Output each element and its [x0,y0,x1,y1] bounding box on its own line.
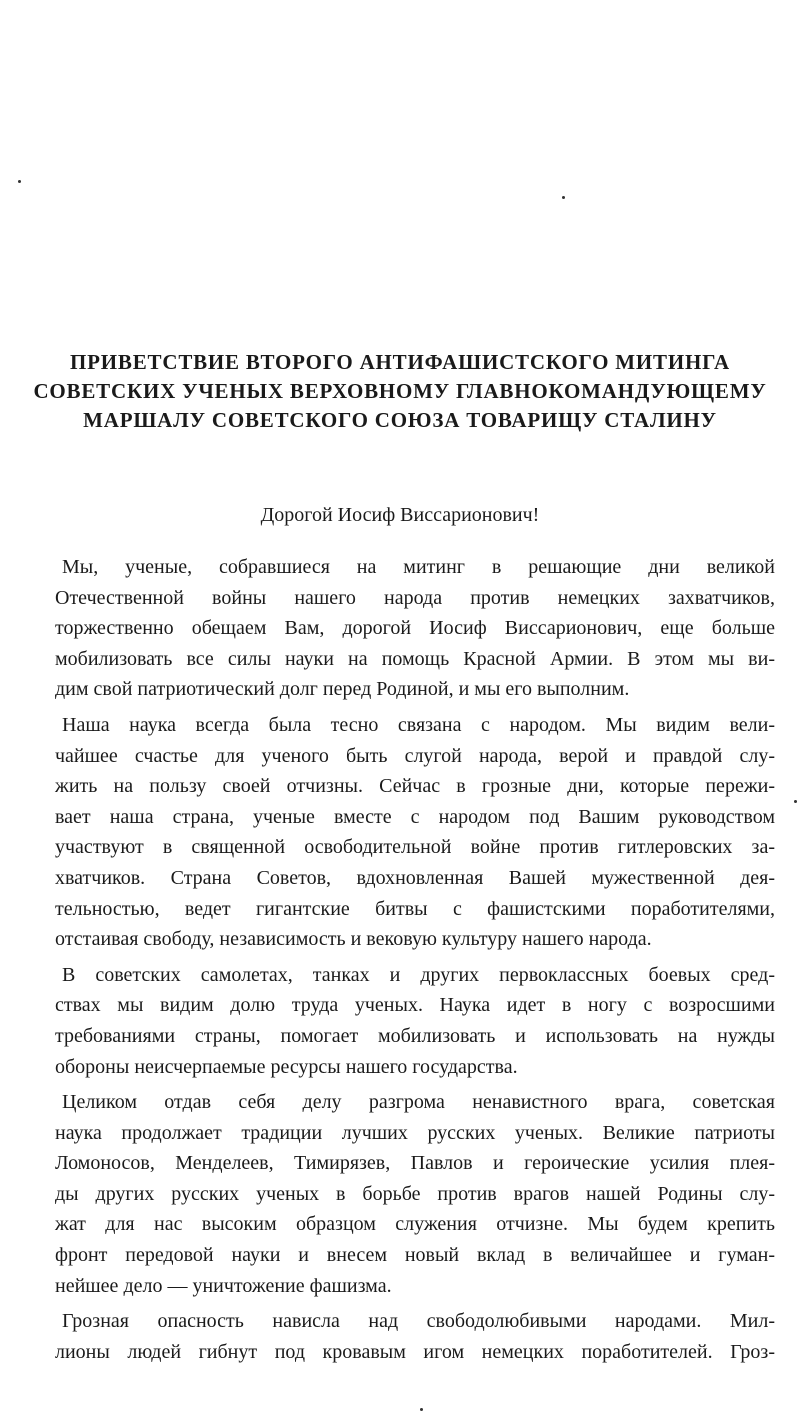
text-line: Грозная опасность нависла над свободолюбивыми народами. Мил- [62,1310,775,1333]
paragraph [55,1087,775,1301]
text-line: наука продолжает традиции лучших русских ученых. Великие патриоты [55,1121,775,1144]
salutation: Дорогой Иосиф Виссарионович! [260,504,540,526]
text-line: Ломоносов, Менделеев, Тимирязев, Павлов и героические усилия плея- [55,1152,775,1175]
text-line: дим свой патриотический долг перед Родиной, и мы его выполним. [55,678,630,701]
text-line: фронт передовой науки и внесем новый вклад в величайшее и гуман- [55,1244,775,1267]
paragraph [55,960,775,1082]
text-line: В советских самолетах, танках и других первоклассных боевых сред- [62,963,775,986]
paragraph [55,710,775,955]
title-line: СОВЕТСКИХ УЧЕНЫХ ВЕРХОВНОМУ ГЛАВНОКОМАНДУЮЩЕМУ [33,379,767,403]
text-line: жить на пользу своей отчизны. Сейчас в грозные дни, которые пережи- [55,775,775,798]
text-line: торжественно обещаем Вам, дорогой Иосиф Виссарионович, еще больше [55,617,775,640]
text-line: мобилизовать все силы науки на помощь Красной Армии. В этом мы ви- [55,647,775,670]
text-line: требованиями страны, помогает мобилизовать и использовать на нужды [55,1024,775,1047]
text-line: жат для нас высоким образцом служения отчизне. Мы будем крепить [55,1213,775,1236]
text-line: хватчиков. Страна Советов, вдохновленная Вашей мужественной дея- [55,866,775,889]
scan-speck [420,1408,423,1411]
text-line: лионы людей гибнут под кровавым игом немецких поработителей. Гроз- [55,1340,775,1363]
text-line: отстаивая свободу, независимость и вековую культуру нашего народа. [55,928,652,951]
text-line: участвуют в священной освободительной войне против гитлеровских за- [55,836,775,859]
text-line: Отечественной войны нашего народа против немецких захватчиков, [55,586,775,609]
text-line: ды других русских ученых в борьбе против врагов нашей Родины слу- [55,1182,775,1205]
text-line: Мы, ученые, собравшиеся на митинг в решающие дни великой [62,556,775,578]
text-line: нейшее дело — уничтожение фашизма. [55,1274,392,1297]
paragraph [55,552,775,705]
text-line: тельностью, ведет гигантские битвы с фашистскими поработителями, [55,897,775,920]
text-line: чайшее счастье для ученого быть слугой народа, верой и правдой слу- [55,744,775,767]
text-line: ствах мы видим долю труда ученых. Наука идет в ногу с возросшими [55,994,775,1017]
text-line: вает наша страна, ученые вместе с народом под Вашим руководством [55,805,775,828]
letter-body [55,552,775,1372]
scan-speck [562,196,565,199]
scan-speck [18,180,21,183]
text-line: Наша наука всегда была тесно связана с народом. Мы видим вели- [62,713,775,736]
text-line: обороны неисчерпаемые ресурсы нашего государства. [55,1055,518,1078]
paragraph [55,1306,775,1367]
scan-speck [794,800,797,803]
title-line: МАРШАЛУ СОВЕТСКОГО СОЮЗА ТОВАРИЩУ СТАЛИНУ [83,408,717,432]
document-title [12,348,788,435]
title-line: ПРИВЕТСТВИЕ ВТОРОГО АНТИФАШИСТСКОГО МИТИНГА [70,350,730,374]
text-line: Целиком отдав себя делу разгрома ненавистного врага, советская [62,1091,775,1114]
